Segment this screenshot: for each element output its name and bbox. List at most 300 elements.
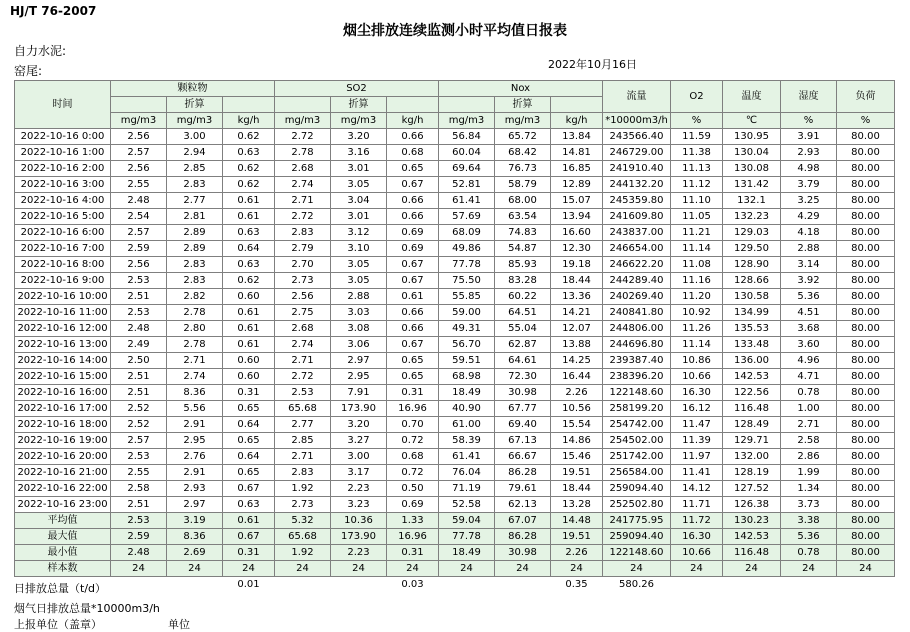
cell-n3: 18.44 [551, 273, 603, 289]
cell-hum: 3.79 [781, 177, 837, 193]
report-unit-label: 上报单位（盖章） [14, 618, 102, 631]
cell-p2: 2.85 [167, 161, 223, 177]
smoke-total-label: 烟气日排放总量*10000m3/h [14, 602, 160, 615]
cell-s1: 2.79 [275, 241, 331, 257]
cell-temp: 131.42 [723, 177, 781, 193]
cell-p3: 0.64 [223, 449, 275, 465]
cell-temp: 130.04 [723, 145, 781, 161]
cell-load: 80.00 [837, 465, 895, 481]
cell-flow: 256584.00 [603, 465, 671, 481]
cell-load: 80.00 [837, 273, 895, 289]
cell-hum: 1.34 [781, 481, 837, 497]
cell-p1: 2.51 [111, 497, 167, 513]
cell-time: 2022-10-16 17:00 [15, 401, 111, 417]
daily-total-p3: 0.01 [223, 577, 275, 593]
cell-temp: 129.71 [723, 433, 781, 449]
summary-cell-n1: 77.78 [439, 529, 495, 545]
cell-p2: 2.81 [167, 209, 223, 225]
group-particulate: 颗粒物 [111, 81, 275, 97]
cell-p2: 2.94 [167, 145, 223, 161]
cell-time: 2022-10-16 5:00 [15, 209, 111, 225]
cell-n1: 49.86 [439, 241, 495, 257]
table-row [15, 321, 895, 337]
cell-s2: 3.01 [331, 209, 387, 225]
daily-total-flow: 580.26 [603, 577, 671, 593]
summary-cell-p2: 24 [167, 561, 223, 577]
cell-flow: 240269.40 [603, 289, 671, 305]
table-row [15, 209, 895, 225]
header-row-group [15, 81, 895, 97]
cell-p2: 3.00 [167, 129, 223, 145]
cell-p3: 0.60 [223, 353, 275, 369]
cell-s1: 2.83 [275, 465, 331, 481]
summary-cell-load: 80.00 [837, 529, 895, 545]
cell-s1: 2.70 [275, 257, 331, 273]
cell-time: 2022-10-16 6:00 [15, 225, 111, 241]
summary-cell-s1: 1.92 [275, 545, 331, 561]
cell-s3: 0.65 [387, 353, 439, 369]
daily-total-empty [275, 577, 331, 593]
cell-n3: 15.54 [551, 417, 603, 433]
col-time: 时间 [15, 81, 111, 129]
summary-cell-p2: 8.36 [167, 529, 223, 545]
cell-n2: 62.13 [495, 497, 551, 513]
cell-s2: 2.23 [331, 481, 387, 497]
daily-total-empty [723, 577, 781, 593]
cell-s3: 0.72 [387, 465, 439, 481]
cell-o2: 11.10 [671, 193, 723, 209]
table-row [15, 289, 895, 305]
cell-temp: 128.49 [723, 417, 781, 433]
summary-cell-p2: 3.19 [167, 513, 223, 529]
cell-s2: 3.17 [331, 465, 387, 481]
cell-p3: 0.64 [223, 417, 275, 433]
summary-cell-p3: 0.67 [223, 529, 275, 545]
cell-flow: 259094.40 [603, 481, 671, 497]
summary-cell-s2: 2.23 [331, 545, 387, 561]
cell-p1: 2.51 [111, 385, 167, 401]
cell-n3: 10.56 [551, 401, 603, 417]
cell-n2: 64.51 [495, 305, 551, 321]
cell-s3: 0.72 [387, 433, 439, 449]
cell-o2: 11.08 [671, 257, 723, 273]
cell-p2: 5.56 [167, 401, 223, 417]
cell-s3: 0.65 [387, 369, 439, 385]
cell-s1: 2.85 [275, 433, 331, 449]
cell-o2: 11.71 [671, 497, 723, 513]
cell-p1: 2.56 [111, 161, 167, 177]
summary-cell-s3: 1.33 [387, 513, 439, 529]
cell-hum: 3.91 [781, 129, 837, 145]
cell-s2: 3.16 [331, 145, 387, 161]
cell-temp: 130.08 [723, 161, 781, 177]
cell-o2: 16.30 [671, 385, 723, 401]
cell-temp: 134.99 [723, 305, 781, 321]
cell-n2: 85.93 [495, 257, 551, 273]
unit-nox-3: kg/h [551, 113, 603, 129]
cell-n1: 69.64 [439, 161, 495, 177]
cell-time: 2022-10-16 11:00 [15, 305, 111, 321]
table-row [15, 161, 895, 177]
cell-temp: 116.48 [723, 401, 781, 417]
cell-flow: 244806.00 [603, 321, 671, 337]
cell-load: 80.00 [837, 241, 895, 257]
cell-n2: 68.00 [495, 193, 551, 209]
cell-hum: 4.18 [781, 225, 837, 241]
cell-n3: 12.07 [551, 321, 603, 337]
cell-p1: 2.51 [111, 289, 167, 305]
cell-p3: 0.60 [223, 369, 275, 385]
summary-cell-load: 80.00 [837, 545, 895, 561]
col-humidity: 湿度 [781, 81, 837, 113]
summary-cell-hum: 0.78 [781, 545, 837, 561]
cell-s3: 0.70 [387, 417, 439, 433]
cell-s1: 2.71 [275, 193, 331, 209]
col-temp: 温度 [723, 81, 781, 113]
cell-s3: 0.61 [387, 289, 439, 305]
cell-n2: 76.73 [495, 161, 551, 177]
cell-n3: 2.26 [551, 385, 603, 401]
summary-cell-s3: 16.96 [387, 529, 439, 545]
cell-hum: 4.51 [781, 305, 837, 321]
cell-p1: 2.55 [111, 177, 167, 193]
cell-p3: 0.62 [223, 161, 275, 177]
cell-load: 80.00 [837, 337, 895, 353]
cell-n2: 30.98 [495, 385, 551, 401]
cell-s1: 2.72 [275, 209, 331, 225]
cell-p3: 0.63 [223, 145, 275, 161]
cell-s2: 3.01 [331, 161, 387, 177]
cell-o2: 11.14 [671, 241, 723, 257]
cell-flow: 244289.40 [603, 273, 671, 289]
cell-p2: 2.77 [167, 193, 223, 209]
cell-temp: 142.53 [723, 369, 781, 385]
col-load: 负荷 [837, 81, 895, 113]
cell-s3: 0.68 [387, 449, 439, 465]
daily-total-row [15, 577, 895, 593]
cell-load: 80.00 [837, 177, 895, 193]
cell-s2: 3.08 [331, 321, 387, 337]
cell-p2: 2.71 [167, 353, 223, 369]
table-row [15, 177, 895, 193]
unit-humidity: % [781, 113, 837, 129]
cell-temp: 129.50 [723, 241, 781, 257]
cell-s1: 2.53 [275, 385, 331, 401]
unit-label: 单位 [168, 618, 190, 631]
cell-p2: 2.83 [167, 273, 223, 289]
cell-p3: 0.60 [223, 289, 275, 305]
summary-cell-p1: 2.59 [111, 529, 167, 545]
cell-n1: 68.98 [439, 369, 495, 385]
cell-time: 2022-10-16 15:00 [15, 369, 111, 385]
col-o2: O2 [671, 81, 723, 113]
summary-cell-s2: 173.90 [331, 529, 387, 545]
cell-hum: 3.60 [781, 337, 837, 353]
cell-s2: 173.90 [331, 401, 387, 417]
kiln-label: 窑尾: [14, 64, 43, 78]
cell-n1: 71.19 [439, 481, 495, 497]
cell-temp: 127.52 [723, 481, 781, 497]
cell-s3: 0.66 [387, 129, 439, 145]
cell-n2: 79.61 [495, 481, 551, 497]
cell-temp: 132.23 [723, 209, 781, 225]
cell-hum: 3.25 [781, 193, 837, 209]
summary-cell-flow: 241775.95 [603, 513, 671, 529]
cell-n1: 55.85 [439, 289, 495, 305]
cell-n3: 13.88 [551, 337, 603, 353]
cell-load: 80.00 [837, 289, 895, 305]
cell-s3: 16.96 [387, 401, 439, 417]
standard-code: HJ/T 76-2007 [10, 4, 97, 18]
cell-n3: 12.89 [551, 177, 603, 193]
cell-p3: 0.65 [223, 433, 275, 449]
cell-s3: 0.66 [387, 305, 439, 321]
cell-p1: 2.55 [111, 465, 167, 481]
cell-s2: 3.05 [331, 257, 387, 273]
company-label: 自力水泥: [14, 44, 67, 58]
cell-time: 2022-10-16 12:00 [15, 321, 111, 337]
cell-hum: 1.99 [781, 465, 837, 481]
cell-n1: 52.81 [439, 177, 495, 193]
cell-s1: 2.83 [275, 225, 331, 241]
cell-flow: 240841.80 [603, 305, 671, 321]
cell-load: 80.00 [837, 417, 895, 433]
cell-n3: 16.44 [551, 369, 603, 385]
cell-p3: 0.31 [223, 385, 275, 401]
summary-cell-temp: 142.53 [723, 529, 781, 545]
sub-particulate-1 [111, 97, 167, 113]
cell-s1: 2.56 [275, 289, 331, 305]
table-row [15, 353, 895, 369]
cell-n3: 12.30 [551, 241, 603, 257]
cell-temp: 128.66 [723, 273, 781, 289]
cell-p1: 2.52 [111, 401, 167, 417]
summary-cell-n1: 24 [439, 561, 495, 577]
cell-load: 80.00 [837, 449, 895, 465]
unit-particulate-3: kg/h [223, 113, 275, 129]
daily-total-empty [111, 577, 167, 593]
cell-temp: 130.58 [723, 289, 781, 305]
cell-temp: 128.90 [723, 257, 781, 273]
cell-n2: 72.30 [495, 369, 551, 385]
cell-n2: 67.77 [495, 401, 551, 417]
cell-n3: 13.84 [551, 129, 603, 145]
cell-n3: 19.18 [551, 257, 603, 273]
cell-n1: 76.04 [439, 465, 495, 481]
cell-s3: 0.65 [387, 161, 439, 177]
daily-total-empty [781, 577, 837, 593]
cell-p3: 0.62 [223, 273, 275, 289]
cell-flow: 251742.00 [603, 449, 671, 465]
cell-n2: 74.83 [495, 225, 551, 241]
summary-cell-p1: 2.48 [111, 545, 167, 561]
cell-time: 2022-10-16 18:00 [15, 417, 111, 433]
cell-temp: 136.00 [723, 353, 781, 369]
table-row [15, 465, 895, 481]
table-row [15, 433, 895, 449]
summary-cell-n1: 18.49 [439, 545, 495, 561]
cell-flow: 238396.20 [603, 369, 671, 385]
cell-p1: 2.53 [111, 449, 167, 465]
measurement-table [14, 80, 895, 592]
cell-o2: 11.05 [671, 209, 723, 225]
cell-s3: 0.69 [387, 225, 439, 241]
summary-cell-load: 80.00 [837, 513, 895, 529]
cell-flow: 252502.80 [603, 497, 671, 513]
cell-p2: 2.89 [167, 241, 223, 257]
cell-s2: 3.00 [331, 449, 387, 465]
cell-hum: 3.68 [781, 321, 837, 337]
cell-temp: 132.1 [723, 193, 781, 209]
cell-p3: 0.65 [223, 401, 275, 417]
cell-p2: 2.78 [167, 305, 223, 321]
cell-load: 80.00 [837, 129, 895, 145]
summary-cell-n2: 67.07 [495, 513, 551, 529]
table-row [15, 449, 895, 465]
cell-hum: 4.98 [781, 161, 837, 177]
table-row [15, 337, 895, 353]
cell-s3: 0.66 [387, 321, 439, 337]
summary-cell-n3: 2.26 [551, 545, 603, 561]
cell-s2: 3.27 [331, 433, 387, 449]
daily-total-empty [439, 577, 495, 593]
cell-s2: 2.95 [331, 369, 387, 385]
cell-p3: 0.63 [223, 497, 275, 513]
cell-hum: 3.14 [781, 257, 837, 273]
cell-o2: 10.92 [671, 305, 723, 321]
cell-time: 2022-10-16 13:00 [15, 337, 111, 353]
cell-s1: 2.68 [275, 321, 331, 337]
sub-so2-1 [275, 97, 331, 113]
cell-time: 2022-10-16 4:00 [15, 193, 111, 209]
cell-n3: 14.81 [551, 145, 603, 161]
cell-o2: 11.16 [671, 273, 723, 289]
cell-s2: 3.23 [331, 497, 387, 513]
cell-n3: 13.36 [551, 289, 603, 305]
cell-p3: 0.63 [223, 257, 275, 273]
cell-p1: 2.57 [111, 433, 167, 449]
summary-cell-o2: 16.30 [671, 529, 723, 545]
daily-total-s3: 0.03 [387, 577, 439, 593]
cell-s3: 0.31 [387, 385, 439, 401]
cell-time: 2022-10-16 19:00 [15, 433, 111, 449]
cell-p1: 2.57 [111, 145, 167, 161]
cell-s3: 0.67 [387, 177, 439, 193]
cell-s2: 3.12 [331, 225, 387, 241]
summary-cell-hum: 5.36 [781, 529, 837, 545]
cell-o2: 11.47 [671, 417, 723, 433]
cell-s3: 0.68 [387, 145, 439, 161]
cell-s1: 2.71 [275, 353, 331, 369]
summary-cell-n3: 14.48 [551, 513, 603, 529]
cell-s1: 2.68 [275, 161, 331, 177]
cell-n1: 59.00 [439, 305, 495, 321]
cell-flow: 258199.20 [603, 401, 671, 417]
cell-s3: 0.67 [387, 257, 439, 273]
unit-flow: *10000m3/h [603, 113, 671, 129]
unit-load: % [837, 113, 895, 129]
daily-total-label: 日排放总量（t/d） [14, 582, 107, 595]
unit-nox-1: mg/m3 [439, 113, 495, 129]
cell-s2: 3.05 [331, 273, 387, 289]
cell-p1: 2.53 [111, 305, 167, 321]
cell-p1: 2.52 [111, 417, 167, 433]
cell-flow: 239387.40 [603, 353, 671, 369]
summary-cell-s1: 24 [275, 561, 331, 577]
cell-s2: 2.88 [331, 289, 387, 305]
cell-flow: 243566.40 [603, 129, 671, 145]
cell-temp: 128.19 [723, 465, 781, 481]
table-row [15, 145, 895, 161]
cell-p3: 0.61 [223, 337, 275, 353]
cell-temp: 130.95 [723, 129, 781, 145]
daily-total-empty [167, 577, 223, 593]
cell-p1: 2.50 [111, 353, 167, 369]
cell-p3: 0.61 [223, 305, 275, 321]
cell-p3: 0.63 [223, 225, 275, 241]
cell-n3: 14.86 [551, 433, 603, 449]
cell-s1: 2.77 [275, 417, 331, 433]
cell-hum: 2.58 [781, 433, 837, 449]
cell-s1: 2.74 [275, 337, 331, 353]
cell-p2: 2.83 [167, 177, 223, 193]
summary-cell-temp: 130.23 [723, 513, 781, 529]
cell-load: 80.00 [837, 321, 895, 337]
cell-p2: 2.91 [167, 417, 223, 433]
cell-n2: 54.87 [495, 241, 551, 257]
cell-flow: 245359.80 [603, 193, 671, 209]
cell-hum: 3.92 [781, 273, 837, 289]
cell-time: 2022-10-16 9:00 [15, 273, 111, 289]
cell-n2: 55.04 [495, 321, 551, 337]
cell-p2: 8.36 [167, 385, 223, 401]
unit-so2-1: mg/m3 [275, 113, 331, 129]
cell-flow: 241910.40 [603, 161, 671, 177]
summary-row [15, 561, 895, 577]
cell-o2: 16.12 [671, 401, 723, 417]
summary-cell-flow: 122148.60 [603, 545, 671, 561]
cell-p2: 2.74 [167, 369, 223, 385]
cell-load: 80.00 [837, 401, 895, 417]
cell-n2: 65.72 [495, 129, 551, 145]
cell-p2: 2.93 [167, 481, 223, 497]
summary-label: 样本数 [15, 561, 111, 577]
cell-time: 2022-10-16 10:00 [15, 289, 111, 305]
cell-s3: 0.69 [387, 241, 439, 257]
cell-o2: 11.21 [671, 225, 723, 241]
cell-o2: 11.12 [671, 177, 723, 193]
cell-n3: 13.94 [551, 209, 603, 225]
cell-n2: 64.61 [495, 353, 551, 369]
cell-n3: 15.07 [551, 193, 603, 209]
cell-hum: 5.36 [781, 289, 837, 305]
cell-s2: 3.10 [331, 241, 387, 257]
cell-s1: 2.78 [275, 145, 331, 161]
cell-hum: 1.00 [781, 401, 837, 417]
cell-n3: 16.60 [551, 225, 603, 241]
cell-n2: 67.13 [495, 433, 551, 449]
cell-p3: 0.62 [223, 129, 275, 145]
cell-s2: 3.20 [331, 417, 387, 433]
cell-s2: 3.05 [331, 177, 387, 193]
summary-cell-p1: 24 [111, 561, 167, 577]
summary-cell-s2: 10.36 [331, 513, 387, 529]
summary-cell-flow: 24 [603, 561, 671, 577]
cell-load: 80.00 [837, 305, 895, 321]
daily-total-empty [331, 577, 387, 593]
sub-particulate-converted: 折算 [167, 97, 223, 113]
cell-n2: 62.87 [495, 337, 551, 353]
